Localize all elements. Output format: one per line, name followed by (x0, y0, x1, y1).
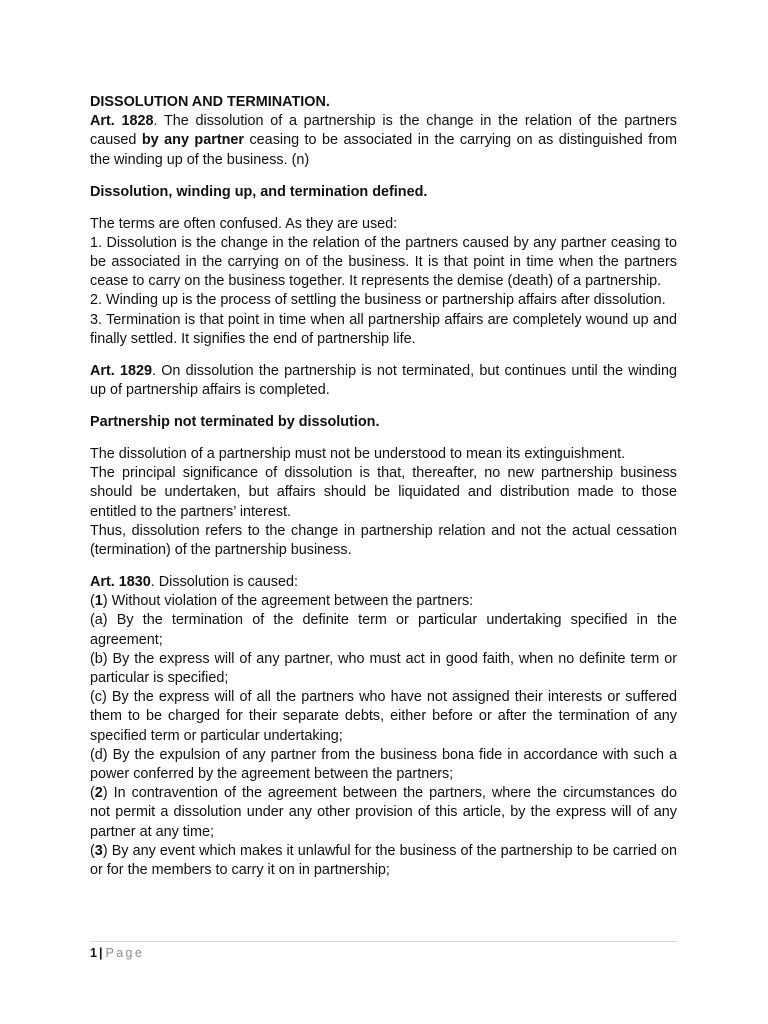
article-1829: Art. 1829. On dissolution the partnership is not terminated, but continues until the winding up of partnership affairs is completed. (90, 362, 677, 399)
definition-item: 2. Winding up is the process of settling the business or partnership affairs after dissolution. (90, 292, 666, 309)
paragraph: The principal significance of dissolution is that, thereafter, no new partnership business should be undertaken, but affairs should be liquidated and distribution made to those entitled to the partners’ interest. (90, 465, 677, 520)
definition-item: 1. Dissolution is the change in the relation of the partners caused by any partner ceasing to be associated in the carrying on of the business. It is that point in time when the partners cease to carry on the business together. It represents the demise (death) of a partnership. (90, 234, 677, 290)
cause-c: (c) By the express will of all the partners who have not assigned their interests or suffered them to be charged for their separate debts, either before or after the termination of any specified term or particular undertaking; (90, 689, 677, 744)
section-title-not-terminated: Partnership not terminated by dissolution. (90, 414, 380, 431)
cause-d: (d) By the expulsion of any partner from the business bona fide in accordance with such a power conferred by the agreement between the partners; (90, 746, 677, 783)
definition-item: 3. Termination is that point in time when all partnership affairs are completely wound up and finally settled. It signifies the end of partnership life. (90, 311, 677, 347)
page-label: Page (105, 946, 145, 960)
document-page (90, 93, 677, 880)
page-number: 1 (90, 946, 97, 960)
article-label: Art. 1828 (90, 113, 154, 130)
footer-separator: | (98, 946, 103, 960)
article-label: Art. 1830 (90, 574, 151, 591)
cause-a: (a) By the termination of the definite term or particular undertaking specified in the agreement; (90, 612, 677, 648)
cause-1: (1) Without violation of the agreement between the partners: (90, 593, 474, 610)
cause-b: (b) By the express will of any partner, who must act in good faith, when no definite term or particular is specified; (90, 650, 677, 687)
document-heading: DISSOLUTION AND TERMINATION. (90, 94, 330, 110)
definitions-intro: The terms are often confused. As they are used: (90, 215, 398, 232)
article-1828: Art. 1828. The dissolution of a partnership is the change in the relation of the partners caused by any partner ceasing to be associated in the carrying on as distinguished from the winding up of the business. (n) (90, 113, 677, 168)
paragraph: The dissolution of a partnership must not be understood to mean its extinguishment. (90, 446, 626, 463)
section-title-definitions: Dissolution, winding up, and termination defined. (90, 183, 428, 200)
page-footer (90, 941, 677, 962)
cause-2: (2) In contravention of the agreement between the partners, where the circumstances do not permit a dissolution under any other provision of this article, by the express will of any partner at any time; (90, 785, 677, 840)
cause-3: (3) By any event which makes it unlawful for the business of the partnership to be carried on or for the members to carry it on in partnership; (90, 842, 677, 879)
article-label: Art. 1829 (90, 362, 153, 379)
article-1830: Art. 1830. Dissolution is caused: (90, 574, 298, 591)
paragraph: Thus, dissolution refers to the change in partnership relation and not the actual cessation (termination) of the partnership business. (90, 522, 677, 559)
